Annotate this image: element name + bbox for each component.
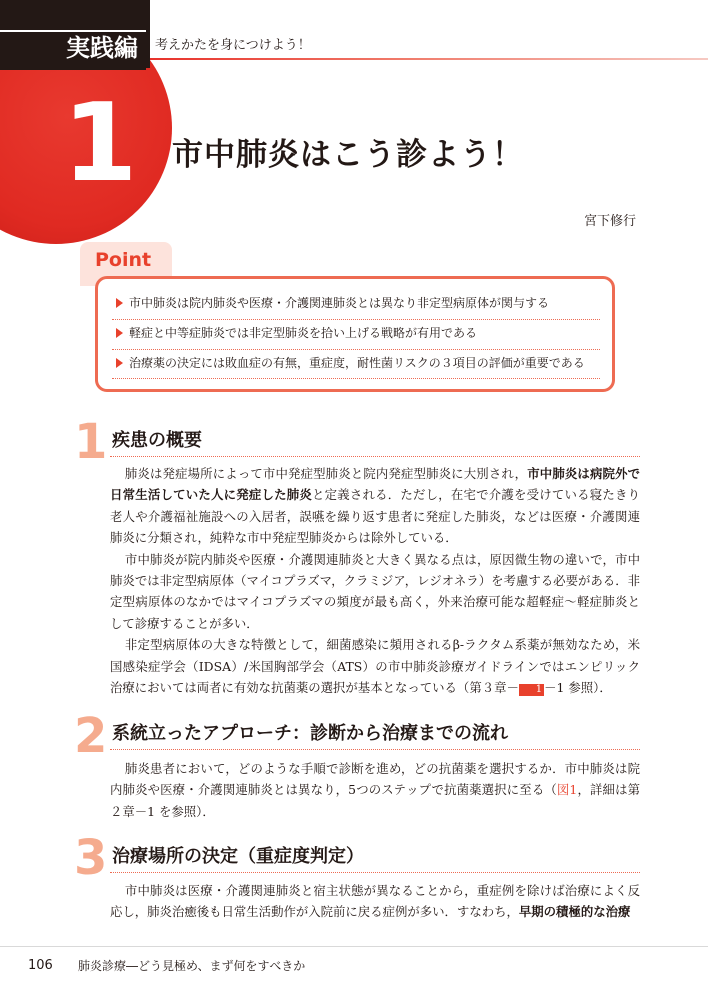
header-subtitle: 考えかたを身につけよう！ [155, 38, 311, 53]
point-label: Point [95, 249, 152, 271]
triangle-bullet-icon [116, 298, 123, 308]
point-divider [112, 378, 600, 379]
triangle-bullet-icon [116, 358, 123, 368]
point-item: 治療薬の決定には敗血症の有無，重症度，耐性菌リスクの３項目の評価が重要である [116, 353, 596, 373]
chapter-number: 1 [62, 81, 138, 206]
header-rule [150, 58, 708, 60]
section-body [110, 758, 640, 822]
point-divider [112, 349, 600, 350]
point-box [95, 276, 615, 392]
section-body [110, 880, 640, 923]
section-number: 2 [74, 708, 108, 764]
book-title: 肺炎診療―どう見極め、まず何をすべきか [78, 959, 306, 973]
section-rule [110, 456, 640, 457]
section-title: 治療場所の決定（重症度判定） [112, 846, 364, 867]
triangle-bullet-icon [116, 328, 123, 338]
paragraph: 非定型病原体の大きな特徴として，細菌感染に頻用されるβ-ラクタム系薬が無効なため，米国感染症学会（IDSA）/米国胸部学会（ATS）の市中肺炎診療ガイドラインではエンピリック治療においては両者に有効な抗菌薬の選択が基本となっている（第３章－ 1 －1 参照）． [110, 637, 640, 696]
footer-rule [0, 946, 708, 947]
paragraph: 市中肺炎が院内肺炎や医療・介護関連肺炎と大きく異なる点は，原因微生物の違いで，市中肺炎では非定型病原体（マイコプラズマ，クラミジア，レジオネラ）を考慮する必要がある．非定型病原体のなかではマイコプラズマの頻度が最も高く，外来治療可能な超軽症～軽症肺炎として診療することが多い． [110, 551, 640, 631]
chapter-title: 市中肺炎はこう診よう！ [172, 137, 524, 173]
reference-badge: 1 [519, 684, 544, 696]
series-label: 実践編 [66, 34, 138, 62]
section-body [110, 463, 640, 698]
author-name: 宮下修行 [583, 214, 636, 229]
paragraph: 市中肺炎は医療・介護関連肺炎と宿主状態が異なることから，重症例を除けば治療によく反応し，肺炎治癒後も日常生活動作が入院前に戻る症例が多い．すなわち，早期の積極的な治療 [110, 883, 640, 920]
point-item: 市中肺炎は院内肺炎や医療・介護関連肺炎とは異なり非定型病原体が関与する [116, 293, 596, 313]
section-rule [110, 749, 640, 750]
section-title: 系統立ったアプローチ：診断から治療までの流れ [112, 723, 508, 744]
section-number: 3 [74, 830, 108, 886]
section-number: 1 [74, 414, 108, 470]
section-rule [110, 872, 640, 873]
section-title: 疾患の概要 [112, 430, 202, 451]
figure-reference[interactable]: 図1 [556, 782, 578, 798]
paragraph: 肺炎患者において，どのような手順で診断を進め，どの抗菌薬を選択するか．市中肺炎は院内肺炎や医療・介護関連肺炎とは異なり，5つのステップで抗菌薬選択に至る（図1，詳細は第２章－1 を参照）． [110, 761, 640, 819]
page-number: 106 [28, 958, 53, 973]
point-divider [112, 319, 600, 320]
point-item: 軽症と中等症肺炎では非定型肺炎を拾い上げる戦略が有用である [116, 323, 596, 343]
paragraph: 肺炎は発症場所によって市中発症型肺炎と院内発症型肺炎に大別され，市中肺炎は病院外で日常生活していた人に発症した肺炎と定義される．ただし，在宅で介護を受けている寝たきり老人や介護福祉施設への入居者，誤嚥を繰り返す患者に発症した肺炎，などは医療・介護関連肺炎に分類され，純粋な市中発症型肺炎からは除外している． [110, 466, 641, 546]
